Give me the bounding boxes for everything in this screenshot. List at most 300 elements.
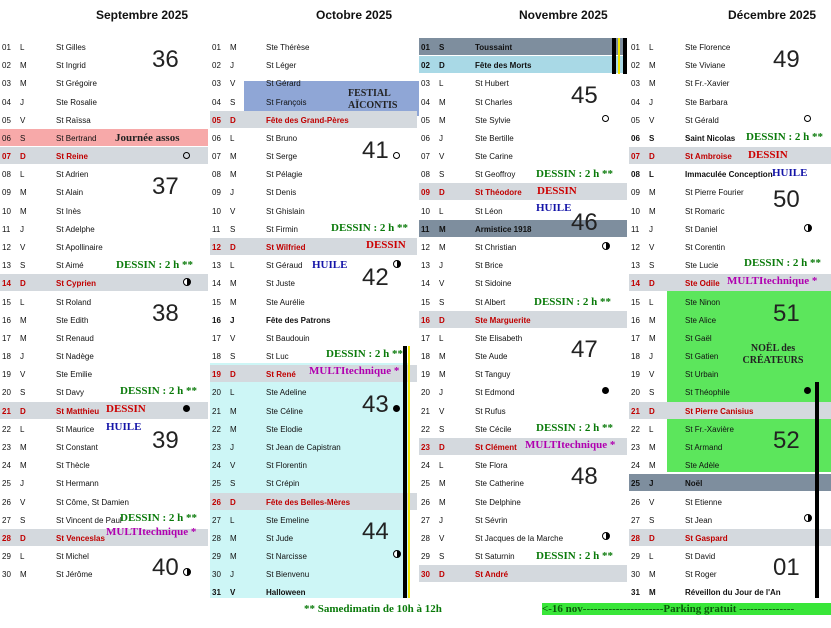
multitechnique-note: MULTItechnique * bbox=[525, 439, 616, 451]
day-number: 05 bbox=[631, 115, 640, 125]
event-bar bbox=[623, 38, 627, 74]
saint-name: Ste Barbara bbox=[685, 97, 728, 107]
weekday-letter: V bbox=[439, 279, 445, 289]
day-number: 02 bbox=[2, 61, 11, 71]
saint-name: St Jean bbox=[685, 515, 713, 525]
day-number: 09 bbox=[631, 188, 640, 198]
saint-name: Ste Elisabeth bbox=[475, 333, 523, 343]
weekday-letter: D bbox=[230, 242, 236, 252]
weekday-letter: L bbox=[20, 43, 25, 52]
saint-name: St Reine bbox=[56, 152, 89, 162]
weekday-letter: L bbox=[230, 388, 235, 398]
saint-name: St Corentin bbox=[685, 242, 726, 252]
weekday-letter: S bbox=[20, 261, 26, 271]
saint-name: St Brice bbox=[475, 261, 504, 271]
saint-name: St Géraud bbox=[266, 261, 303, 271]
weekday-letter: D bbox=[439, 570, 445, 580]
month-title-octobre: Octobre 2025 bbox=[316, 8, 393, 22]
weekday-letter: S bbox=[649, 515, 655, 525]
day-number: 10 bbox=[421, 206, 430, 216]
weekday-letter: L bbox=[230, 261, 235, 271]
day-row bbox=[210, 111, 417, 128]
saint-name: St Inès bbox=[56, 206, 81, 216]
day-number: 07 bbox=[212, 152, 221, 162]
weekday-letter: L bbox=[439, 79, 444, 89]
day-number: 19 bbox=[212, 370, 221, 380]
weekday-letter: M bbox=[439, 224, 446, 234]
quarter-moon-icon bbox=[393, 550, 401, 558]
day-row bbox=[210, 420, 417, 437]
week-number: 48 bbox=[571, 463, 598, 490]
weekday-letter: M bbox=[230, 533, 237, 543]
weekday-letter: M bbox=[439, 479, 446, 489]
day-number: 17 bbox=[421, 333, 430, 343]
day-row bbox=[419, 402, 627, 419]
day-row bbox=[629, 74, 831, 91]
festival-label: FESTIAL AÏCONTIS bbox=[348, 88, 398, 111]
weekday-letter: L bbox=[439, 333, 444, 343]
quarter-moon-icon bbox=[804, 224, 812, 232]
weekday-letter: V bbox=[649, 497, 655, 507]
weekday-letter: L bbox=[20, 297, 25, 307]
saint-name: St Crépin bbox=[266, 479, 300, 489]
saint-name: St Wilfried bbox=[266, 242, 306, 252]
day-number: 22 bbox=[421, 424, 430, 434]
weekday-letter: J bbox=[439, 388, 443, 398]
full-moon-icon bbox=[602, 387, 609, 394]
saint-name: St Thècle bbox=[56, 461, 90, 471]
saint-name: St Gaspard bbox=[685, 533, 728, 543]
saint-name: Réveillon du Jour de l'An bbox=[685, 588, 781, 598]
weekday-letter: S bbox=[439, 424, 445, 434]
day-row bbox=[0, 147, 208, 164]
saint-name: St Fr.-Xavière bbox=[685, 424, 734, 434]
day-row bbox=[210, 438, 417, 455]
saint-name: Ste Florence bbox=[685, 43, 731, 52]
weekday-letter: M bbox=[230, 152, 237, 162]
month-title-novembre: Novembre 2025 bbox=[519, 8, 608, 22]
weekday-letter: M bbox=[649, 315, 656, 325]
day-row bbox=[629, 565, 831, 582]
weekday-letter: V bbox=[649, 115, 655, 125]
weekday-letter: M bbox=[439, 242, 446, 252]
day-number: 20 bbox=[631, 388, 640, 398]
day-number: 17 bbox=[631, 333, 640, 343]
saint-name: St Ambroise bbox=[685, 152, 732, 162]
weekday-letter: V bbox=[20, 115, 26, 125]
day-row bbox=[0, 365, 208, 382]
day-number: 07 bbox=[2, 152, 11, 162]
day-number: 16 bbox=[2, 315, 11, 325]
weekday-letter: M bbox=[649, 333, 656, 343]
day-number: 15 bbox=[421, 297, 430, 307]
day-number: 20 bbox=[212, 388, 221, 398]
saint-name: Ste Delphine bbox=[475, 497, 521, 507]
day-row bbox=[629, 311, 831, 328]
dessin-2h-note: DESSIN : 2 h ** bbox=[536, 550, 614, 562]
new-moon-icon bbox=[393, 152, 400, 159]
noel-createurs-note: NOËL des CRÉATEURS bbox=[742, 343, 804, 366]
day-row bbox=[210, 474, 417, 491]
saint-name: St Venceslas bbox=[56, 533, 105, 543]
day-number: 18 bbox=[2, 352, 11, 362]
week-number: 41 bbox=[362, 137, 389, 164]
day-number: 24 bbox=[212, 461, 221, 471]
day-number: 22 bbox=[2, 424, 11, 434]
day-number: 04 bbox=[421, 97, 430, 107]
day-row bbox=[419, 311, 627, 328]
quarter-moon-icon bbox=[804, 514, 812, 522]
weekday-letter: S bbox=[20, 133, 26, 143]
day-row bbox=[419, 147, 627, 164]
saint-name: St Gérald bbox=[685, 115, 719, 125]
day-row bbox=[629, 293, 831, 310]
huile-note: HUILE bbox=[106, 421, 142, 433]
weekday-letter: S bbox=[20, 515, 26, 525]
day-row bbox=[629, 493, 831, 510]
day-number: 22 bbox=[212, 424, 221, 434]
saint-name: St Maurice bbox=[56, 424, 95, 434]
weekday-letter: L bbox=[439, 461, 444, 471]
day-row bbox=[0, 220, 208, 237]
saint-name: St Ghislain bbox=[266, 206, 305, 216]
day-number: 14 bbox=[2, 279, 11, 289]
day-number: 18 bbox=[212, 352, 221, 362]
day-row bbox=[629, 93, 831, 110]
saint-name: St Léon bbox=[475, 206, 503, 216]
weekday-letter: J bbox=[439, 515, 443, 525]
weekday-letter: V bbox=[439, 152, 445, 162]
new-moon-icon bbox=[804, 115, 811, 122]
saint-name: St Gatien bbox=[685, 352, 719, 362]
event-bar-yellow bbox=[618, 38, 620, 74]
day-number: 19 bbox=[2, 370, 11, 380]
day-number: 30 bbox=[2, 570, 11, 580]
week-number: 50 bbox=[773, 186, 800, 213]
day-number: 16 bbox=[631, 315, 640, 325]
saint-name: St Rufus bbox=[475, 406, 506, 416]
dessin-2h-note: DESSIN : 2 h ** bbox=[120, 385, 198, 397]
weekday-letter: M bbox=[439, 497, 446, 507]
day-row bbox=[419, 565, 627, 582]
week-number: 44 bbox=[362, 518, 389, 545]
day-number: 08 bbox=[631, 170, 640, 180]
week-number: 46 bbox=[571, 209, 598, 236]
weekday-letter: D bbox=[20, 533, 26, 543]
full-moon-icon bbox=[393, 405, 400, 412]
weekday-letter: D bbox=[649, 533, 655, 543]
day-row bbox=[0, 74, 208, 91]
saint-name: St Léger bbox=[266, 61, 297, 71]
day-row bbox=[629, 56, 831, 73]
weekday-letter: M bbox=[20, 188, 27, 198]
day-number: 25 bbox=[631, 479, 640, 489]
day-row bbox=[629, 365, 831, 382]
weekday-letter: S bbox=[439, 43, 445, 52]
day-number: 12 bbox=[212, 242, 221, 252]
saint-name: St Pélagie bbox=[266, 170, 303, 180]
dessin-note: DESSIN bbox=[106, 403, 146, 415]
day-number: 22 bbox=[631, 424, 640, 434]
day-row bbox=[419, 129, 627, 146]
weekday-letter: M bbox=[649, 61, 656, 71]
weekday-letter: M bbox=[230, 43, 237, 52]
day-number: 26 bbox=[212, 497, 221, 507]
new-moon-icon bbox=[602, 115, 609, 122]
week-number: 37 bbox=[152, 173, 179, 200]
day-number: 11 bbox=[631, 224, 640, 234]
day-number: 17 bbox=[2, 333, 11, 343]
day-row bbox=[0, 456, 208, 473]
day-row bbox=[210, 329, 417, 346]
saint-name: St Albert bbox=[475, 297, 506, 307]
day-number: 28 bbox=[421, 533, 430, 543]
day-number: 04 bbox=[212, 97, 221, 107]
event-bar bbox=[815, 382, 819, 598]
week-number: 49 bbox=[773, 46, 800, 73]
weekday-letter: V bbox=[230, 333, 236, 343]
weekday-letter: L bbox=[230, 133, 235, 143]
day-number: 11 bbox=[2, 224, 11, 234]
saint-name: St Bienvenu bbox=[266, 570, 310, 580]
saint-name: St Jacques de la Marche bbox=[475, 533, 564, 543]
day-row bbox=[210, 165, 417, 182]
saint-name: Noël bbox=[685, 479, 703, 489]
day-row bbox=[629, 438, 831, 455]
saint-name: St Roger bbox=[685, 570, 717, 580]
weekday-letter: M bbox=[439, 352, 446, 362]
saint-name: St David bbox=[685, 552, 716, 562]
weekday-letter: M bbox=[649, 206, 656, 216]
saint-name: Saint Nicolas bbox=[685, 133, 736, 143]
week-number: 52 bbox=[773, 427, 800, 454]
day-row bbox=[0, 274, 208, 291]
weekday-letter: L bbox=[439, 206, 444, 216]
saint-name: St Roland bbox=[56, 297, 92, 307]
day-number: 11 bbox=[421, 224, 430, 234]
day-number: 25 bbox=[212, 479, 221, 489]
day-number: 08 bbox=[421, 170, 430, 180]
saint-name: Ste Rosalie bbox=[56, 97, 97, 107]
weekday-letter: M bbox=[20, 61, 27, 71]
weekday-letter: L bbox=[649, 297, 654, 307]
saint-name: St Théophile bbox=[685, 388, 730, 398]
day-row bbox=[629, 456, 831, 473]
day-number: 15 bbox=[2, 297, 11, 307]
saint-name: Ste Sylvie bbox=[475, 115, 511, 125]
saint-name: St Firmin bbox=[266, 224, 298, 234]
saint-name: Ste Céline bbox=[266, 406, 303, 416]
saint-name: St Armand bbox=[685, 442, 723, 452]
saint-name: St Sidoine bbox=[475, 279, 512, 289]
weekday-letter: V bbox=[20, 497, 26, 507]
day-number: 31 bbox=[212, 588, 221, 598]
weekday-letter: J bbox=[649, 224, 653, 234]
day-number: 23 bbox=[421, 442, 430, 452]
saint-name: St Juste bbox=[266, 279, 295, 289]
saint-name: Fête des Morts bbox=[475, 61, 532, 71]
day-number: 02 bbox=[421, 61, 430, 71]
day-row bbox=[210, 56, 417, 73]
day-row bbox=[210, 202, 417, 219]
day-row bbox=[629, 547, 831, 564]
weekday-letter: M bbox=[20, 315, 27, 325]
weekday-letter: S bbox=[230, 224, 236, 234]
day-row bbox=[629, 529, 831, 546]
day-number: 20 bbox=[421, 388, 430, 398]
weekday-letter: L bbox=[20, 552, 25, 562]
day-row bbox=[419, 256, 627, 273]
day-row bbox=[419, 493, 627, 510]
saint-name: Ste Adeline bbox=[266, 388, 307, 398]
weekday-letter: M bbox=[230, 552, 237, 562]
day-number: 29 bbox=[631, 552, 640, 562]
weekday-letter: V bbox=[20, 370, 26, 380]
saint-name: St Théodore bbox=[475, 188, 522, 198]
month-title-decembre: Décembre 2025 bbox=[728, 8, 817, 22]
weekday-letter: M bbox=[649, 442, 656, 452]
day-number: 05 bbox=[2, 115, 11, 125]
saint-name: St Denis bbox=[266, 188, 297, 198]
week-number: 40 bbox=[152, 554, 179, 581]
saint-name: St Hubert bbox=[475, 79, 509, 89]
saint-name: Ste Lucie bbox=[685, 261, 719, 271]
day-number: 12 bbox=[631, 242, 640, 252]
weekday-letter: V bbox=[649, 370, 655, 380]
saint-name: St Cyprien bbox=[56, 279, 97, 289]
saint-name: St Fr.-Xavier bbox=[685, 79, 730, 89]
day-number: 28 bbox=[631, 533, 640, 543]
event-bar bbox=[403, 346, 407, 598]
weekday-letter: M bbox=[230, 424, 237, 434]
weekday-letter: J bbox=[20, 224, 24, 234]
saint-name: St Tanguy bbox=[475, 370, 511, 380]
dessin-2h-note: DESSIN : 2 h ** bbox=[326, 348, 404, 360]
saint-name: Ste Cécile bbox=[475, 424, 512, 434]
day-number: 03 bbox=[2, 79, 11, 89]
saint-name: Ste Emeline bbox=[266, 515, 310, 525]
saint-name: St Etienne bbox=[685, 497, 722, 507]
day-row bbox=[419, 511, 627, 528]
day-number: 27 bbox=[421, 515, 430, 525]
day-row bbox=[0, 474, 208, 491]
day-number: 08 bbox=[212, 170, 221, 180]
day-number: 16 bbox=[421, 315, 430, 325]
saint-name: St Hermann bbox=[56, 479, 99, 489]
weekday-letter: J bbox=[649, 352, 653, 362]
week-number: 38 bbox=[152, 300, 179, 327]
day-row bbox=[629, 147, 831, 164]
day-number: 29 bbox=[212, 552, 221, 562]
week-number: 42 bbox=[362, 264, 389, 291]
journee-assos-note: Journée assos bbox=[115, 132, 180, 144]
full-moon-icon bbox=[183, 405, 190, 412]
saint-name: St Sévrin bbox=[475, 515, 508, 525]
dessin-note: DESSIN bbox=[366, 239, 406, 251]
day-number: 24 bbox=[631, 461, 640, 471]
saint-name: Halloween bbox=[266, 588, 306, 598]
multitechnique-note: MULTItechnique * bbox=[106, 526, 197, 538]
day-number: 07 bbox=[631, 152, 640, 162]
day-number: 21 bbox=[212, 406, 221, 416]
weekday-letter: J bbox=[230, 442, 234, 452]
weekday-letter: L bbox=[230, 515, 235, 525]
day-row bbox=[210, 38, 417, 55]
day-number: 01 bbox=[631, 43, 640, 52]
weekday-letter: M bbox=[649, 461, 656, 471]
day-number: 27 bbox=[2, 515, 11, 525]
day-row bbox=[419, 183, 627, 200]
weekday-letter: M bbox=[20, 79, 27, 89]
day-row bbox=[210, 583, 417, 600]
week-number: 51 bbox=[773, 300, 800, 327]
saint-name: St Gilles bbox=[56, 43, 86, 52]
day-number: 01 bbox=[212, 43, 221, 52]
saint-name: St Davy bbox=[56, 388, 85, 398]
day-number: 27 bbox=[631, 515, 640, 525]
saint-name: St Florentin bbox=[266, 461, 307, 471]
day-row bbox=[419, 365, 627, 382]
huile-note: HUILE bbox=[772, 167, 808, 179]
day-row bbox=[0, 347, 208, 364]
day-number: 16 bbox=[212, 315, 221, 325]
day-number: 05 bbox=[212, 115, 221, 125]
day-row bbox=[0, 493, 208, 510]
day-number: 02 bbox=[631, 61, 640, 71]
multitechnique-note: MULTItechnique * bbox=[727, 275, 818, 287]
weekday-letter: D bbox=[20, 406, 26, 416]
saint-name: Ste Odile bbox=[685, 279, 720, 289]
huile-note: HUILE bbox=[312, 259, 348, 271]
day-row bbox=[629, 474, 831, 491]
event-bar-yellow bbox=[408, 346, 410, 598]
day-row bbox=[419, 529, 627, 546]
saint-name: St Raïssa bbox=[56, 115, 91, 125]
weekday-letter: M bbox=[20, 206, 27, 216]
weekday-letter: D bbox=[649, 152, 655, 162]
day-row bbox=[419, 238, 627, 255]
day-number: 23 bbox=[212, 442, 221, 452]
day-number: 23 bbox=[631, 442, 640, 452]
huile-note: HUILE bbox=[536, 202, 572, 214]
event-bar bbox=[612, 38, 616, 74]
day-row bbox=[629, 183, 831, 200]
week-number: 43 bbox=[362, 391, 389, 418]
saint-name: Fête des Belles-Mères bbox=[266, 497, 351, 507]
day-row bbox=[629, 111, 831, 128]
day-number: 28 bbox=[2, 533, 11, 543]
day-number: 14 bbox=[631, 279, 640, 289]
day-number: 24 bbox=[2, 461, 11, 471]
weekday-letter: D bbox=[439, 61, 445, 71]
saint-name: St Jean de Capistran bbox=[266, 442, 341, 452]
dessin-note: DESSIN bbox=[748, 149, 788, 161]
saint-name: St Adelphe bbox=[56, 224, 95, 234]
weekday-letter: M bbox=[20, 442, 27, 452]
weekday-letter: S bbox=[439, 297, 445, 307]
saint-name: Fête des Patrons bbox=[266, 315, 331, 325]
saint-name: Ste Emilie bbox=[56, 370, 93, 380]
weekday-letter: L bbox=[649, 552, 654, 562]
day-number: 29 bbox=[2, 552, 11, 562]
day-number: 12 bbox=[421, 242, 430, 252]
saint-name: Armistice 1918 bbox=[475, 224, 532, 234]
weekday-letter: S bbox=[649, 261, 655, 271]
week-number: 39 bbox=[152, 427, 179, 454]
weekday-letter: V bbox=[439, 533, 445, 543]
saint-name: St Serge bbox=[266, 152, 298, 162]
saint-name: St Nadège bbox=[56, 352, 94, 362]
